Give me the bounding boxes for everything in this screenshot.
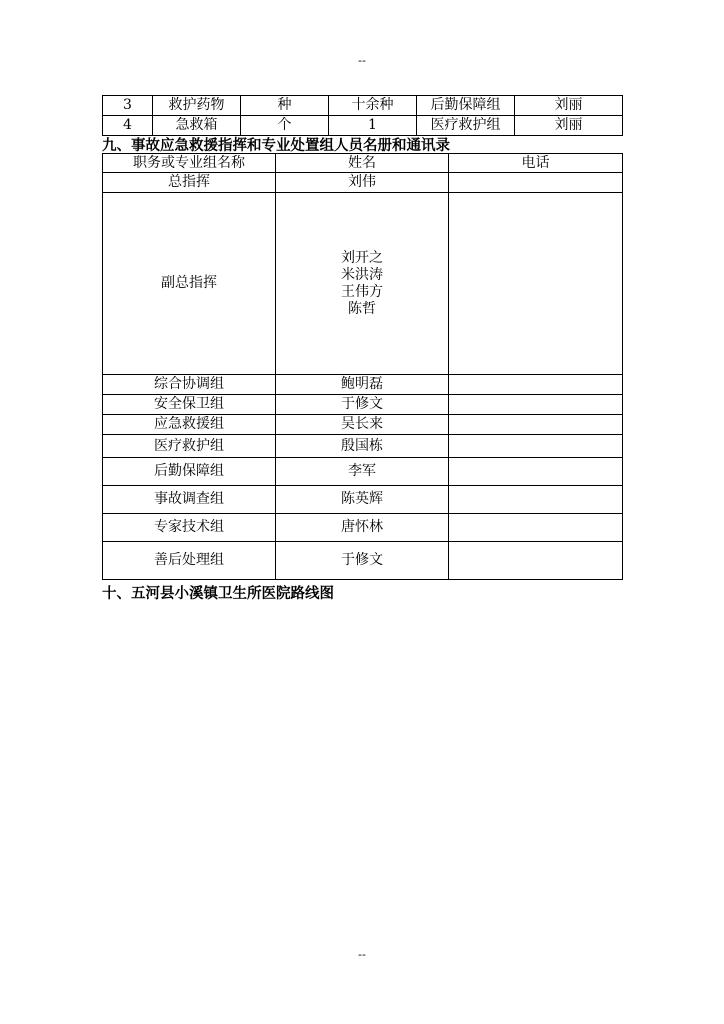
cell-group: 后勤保障组 xyxy=(417,96,515,116)
cell-unit: 种 xyxy=(241,96,329,116)
cell-unit: 个 xyxy=(241,116,329,136)
cell-role: 医疗救护组 xyxy=(103,435,276,458)
cell-role: 事故调查组 xyxy=(103,486,276,514)
cell-phone xyxy=(449,395,623,415)
deputy-name: 王伟方 xyxy=(341,283,383,300)
cell-item: 急救箱 xyxy=(153,116,241,136)
deputy-name: 刘开之 xyxy=(341,249,383,266)
cell-phone xyxy=(449,486,623,514)
cell-name: 于修文 xyxy=(276,542,449,580)
cell-name: 唐怀林 xyxy=(276,514,449,542)
header-name: 姓名 xyxy=(276,154,449,173)
cell-phone xyxy=(449,435,623,458)
cell-no: 4 xyxy=(103,116,153,136)
cell-names xyxy=(276,193,449,375)
section-9-heading: 九、事故应急救援指挥和专业处置组人员名册和通讯录 xyxy=(102,137,450,154)
table-row xyxy=(103,395,623,415)
roster-header-row xyxy=(103,154,623,173)
cell-no: 3 xyxy=(103,96,153,116)
header-phone: 电话 xyxy=(449,154,623,173)
table-row xyxy=(103,173,623,193)
table-row xyxy=(103,116,623,136)
deputy-name: 米洪涛 xyxy=(341,266,383,283)
cell-role: 应急救援组 xyxy=(103,415,276,435)
table-row xyxy=(103,96,623,116)
section-10-heading: 十、五河县小溪镇卫生所医院路线图 xyxy=(102,585,334,602)
roster-table xyxy=(102,153,623,580)
cell-role: 总指挥 xyxy=(103,173,276,193)
cell-phone xyxy=(449,375,623,395)
cell-name: 陈英辉 xyxy=(276,486,449,514)
cell-name: 于修文 xyxy=(276,395,449,415)
cell-name: 吴长来 xyxy=(276,415,449,435)
cell-name: 鲍明磊 xyxy=(276,375,449,395)
cell-name: 刘伟 xyxy=(276,173,449,193)
cell-phone xyxy=(449,514,623,542)
table-row xyxy=(103,193,623,375)
cell-group: 医疗救护组 xyxy=(417,116,515,136)
table-row xyxy=(103,415,623,435)
cell-qty: 十余种 xyxy=(329,96,417,116)
page-bottom-mark: -- xyxy=(358,948,366,961)
cell-role: 综合协调组 xyxy=(103,375,276,395)
cell-role: 安全保卫组 xyxy=(103,395,276,415)
page-top-mark: -- xyxy=(358,54,366,67)
cell-role: 后勤保障组 xyxy=(103,458,276,486)
cell-qty: 1 xyxy=(329,116,417,136)
table-row xyxy=(103,542,623,580)
cell-person: 刘丽 xyxy=(515,96,623,116)
cell-name: 殷国栋 xyxy=(276,435,449,458)
header-role: 职务或专业组名称 xyxy=(103,154,276,173)
cell-phone xyxy=(449,542,623,580)
table-row xyxy=(103,435,623,458)
cell-phone xyxy=(449,415,623,435)
deputy-name: 陈哲 xyxy=(348,300,376,317)
table-row xyxy=(103,375,623,395)
cell-person: 刘丽 xyxy=(515,116,623,136)
cell-role: 副总指挥 xyxy=(103,193,276,375)
table-row xyxy=(103,458,623,486)
cell-phone xyxy=(449,193,623,375)
cell-item: 救护药物 xyxy=(153,96,241,116)
cell-phone xyxy=(449,458,623,486)
cell-role: 专家技术组 xyxy=(103,514,276,542)
table-row xyxy=(103,486,623,514)
cell-role: 善后处理组 xyxy=(103,542,276,580)
table-row xyxy=(103,514,623,542)
cell-name: 李军 xyxy=(276,458,449,486)
supplies-table xyxy=(102,95,623,136)
cell-phone xyxy=(449,173,623,193)
